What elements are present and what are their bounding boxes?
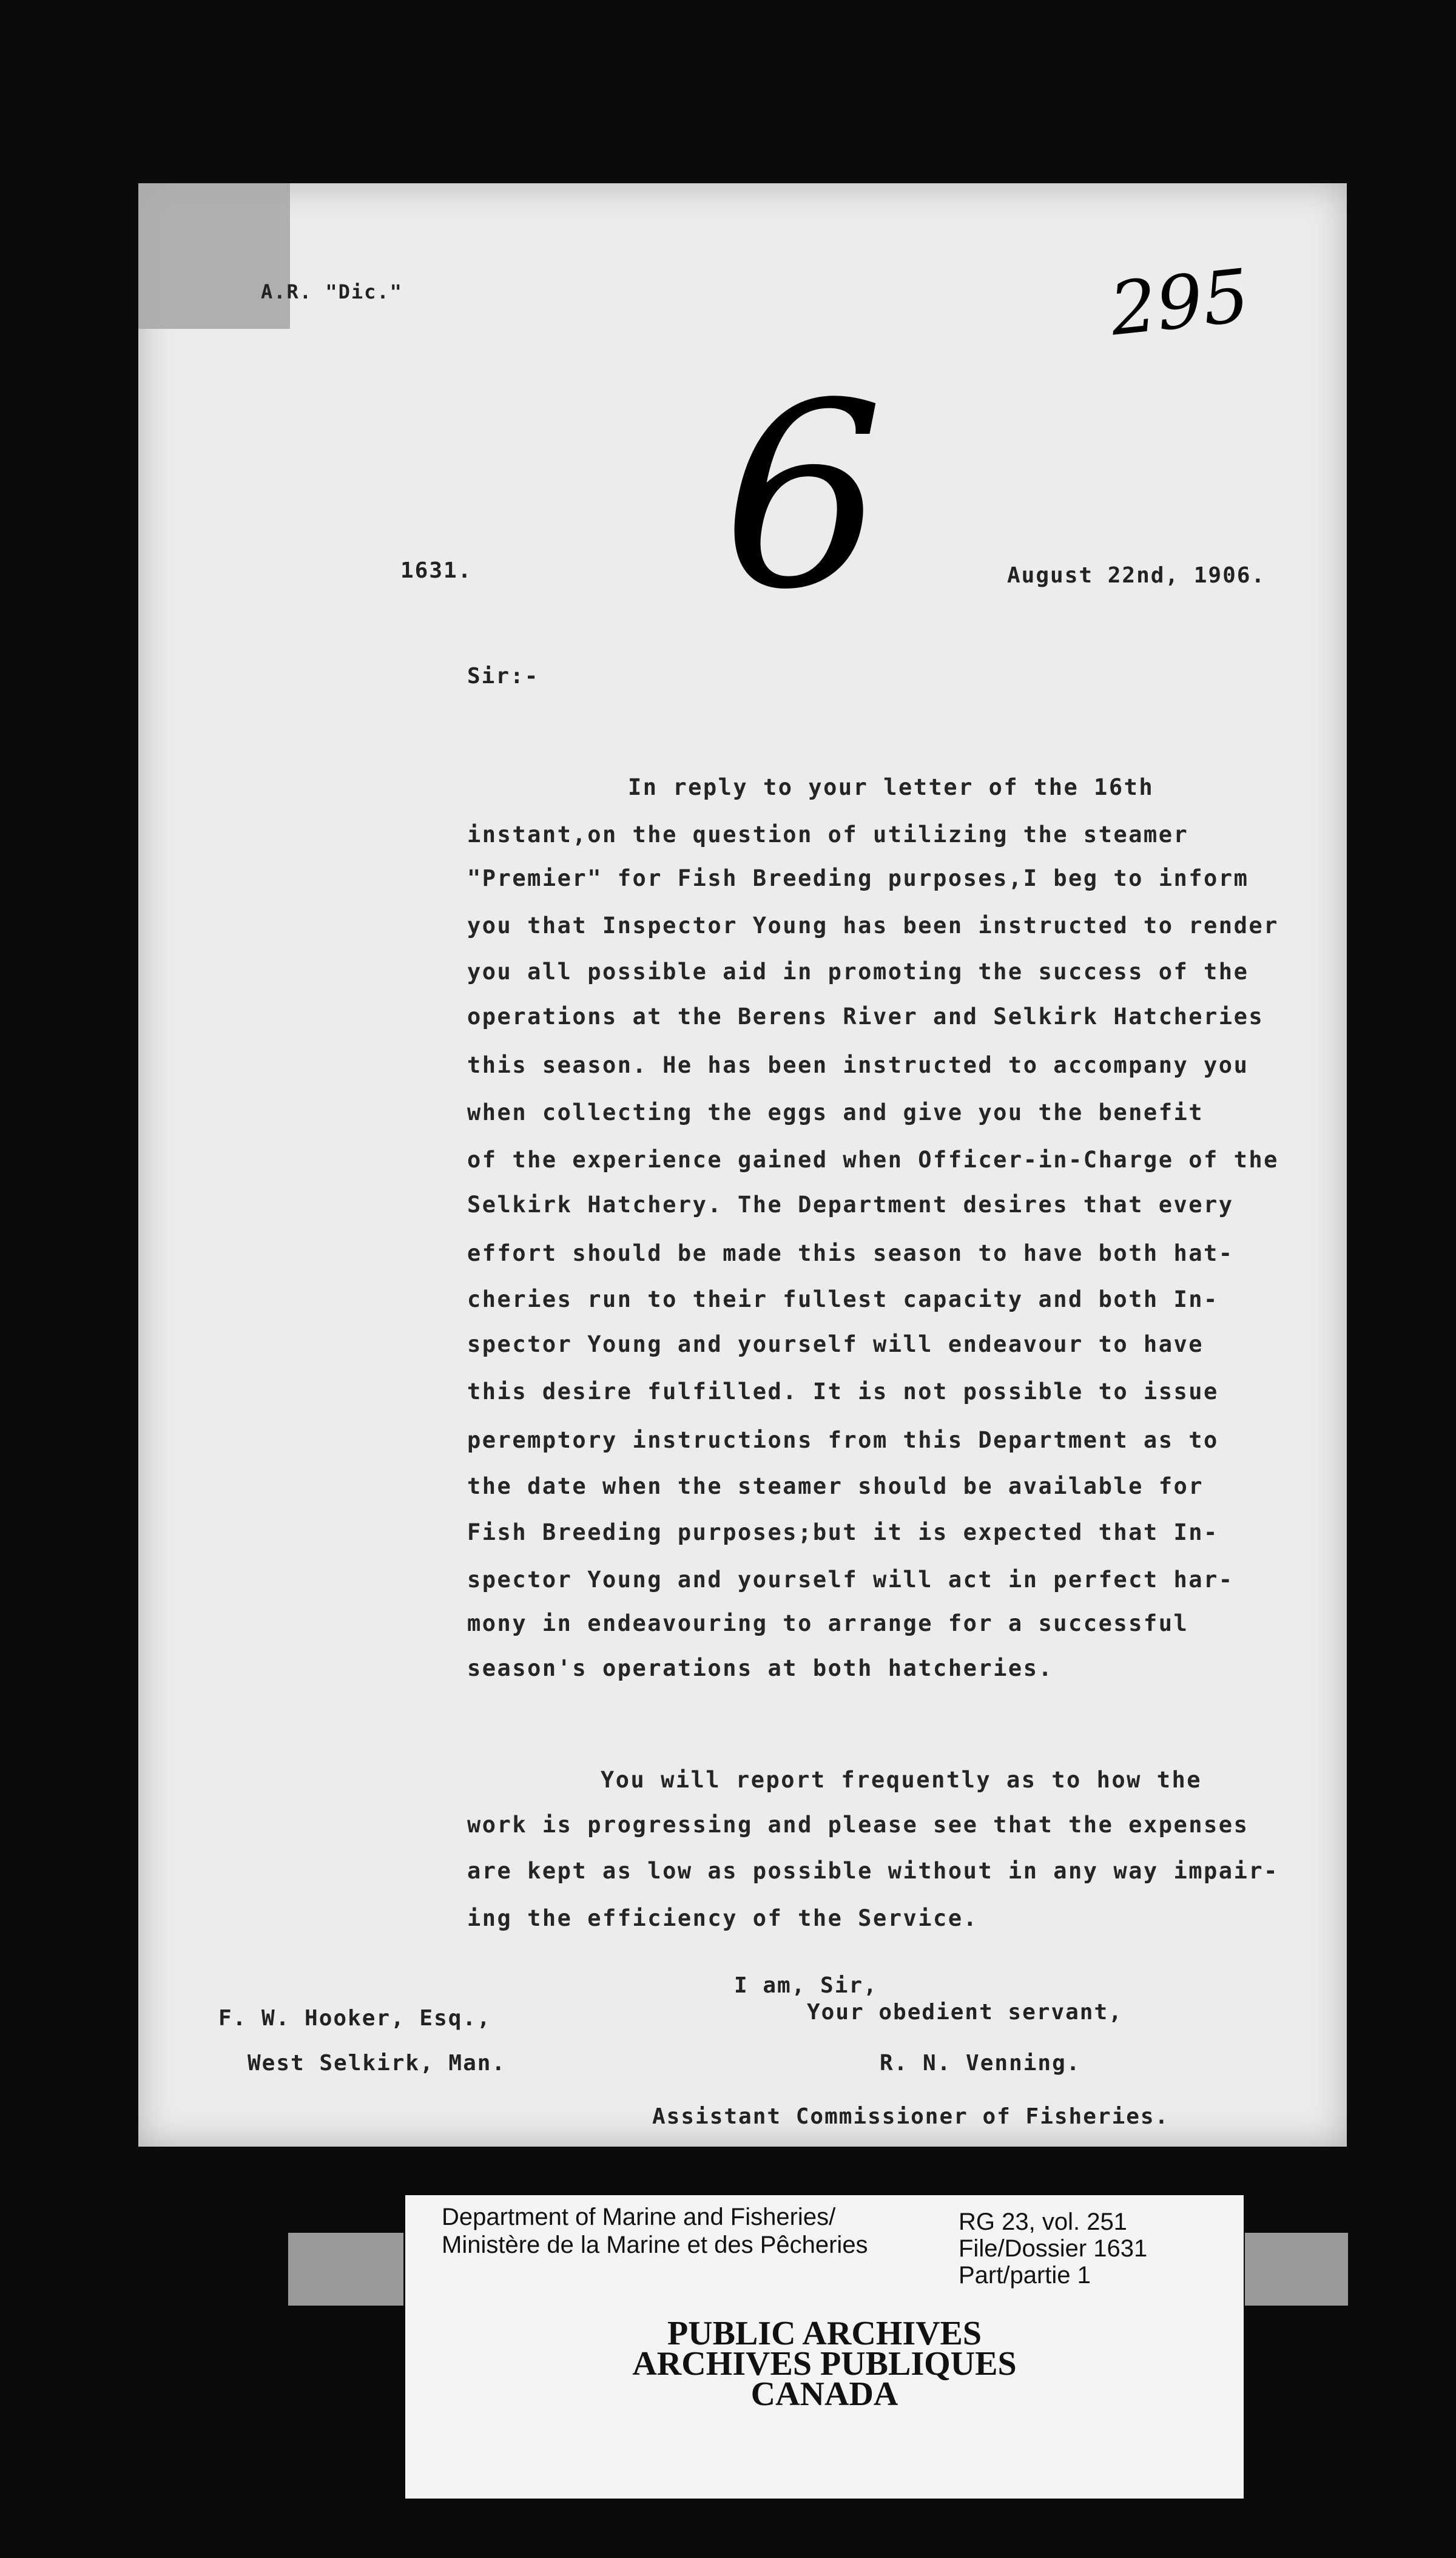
- letter-line: ing the efficiency of the Service.: [467, 1905, 979, 1931]
- letter-line: "Premier" for Fish Breeding purposes,I beg to inform: [467, 865, 1249, 891]
- letter-line: cheries run to their fullest capacity and both In-: [467, 1286, 1219, 1312]
- letter-line: of the experience gained when Officer-in-Charge of the: [467, 1147, 1279, 1173]
- closing-line: I am, Sir,: [734, 1973, 878, 1998]
- record-group: RG 23, vol. 251: [959, 2209, 1127, 2235]
- closing-servant: Your obedient servant,: [807, 2000, 1123, 2025]
- addressee-place: West Selkirk, Man.: [248, 2051, 507, 2076]
- handwritten-page-number: 295: [1106, 254, 1253, 353]
- letter-line: You will report frequently as to how the: [601, 1767, 1202, 1793]
- archive-label: [405, 2195, 1244, 2499]
- department-english: Department of Marine and Fisheries/: [442, 2204, 836, 2230]
- letter-line: when collecting the eggs and give you the benefit: [467, 1099, 1204, 1125]
- letter-line: are kept as low as possible without in any way impair-: [467, 1858, 1279, 1884]
- letter-line: you all possible aid in promoting the success of the: [467, 959, 1249, 985]
- handwritten-folio-number: 6: [722, 349, 885, 646]
- letter-line: mony in endeavouring to arrange for a successful: [467, 1610, 1189, 1636]
- department-french: Ministère de la Marine et des Pêcheries: [442, 2232, 868, 2258]
- letter-line: this season. He has been instructed to accompany you: [467, 1052, 1249, 1078]
- archives-line-2: ARCHIVES PUBLIQUES: [632, 2345, 1017, 2383]
- archives-line-1: PUBLIC ARCHIVES: [667, 2315, 982, 2352]
- letter-line: effort should be made this season to have both hat-: [467, 1240, 1234, 1266]
- letter-line: In reply to your letter of the 16th: [628, 774, 1154, 800]
- part-partie: Part/partie 1: [959, 2262, 1091, 2289]
- letter-line: season's operations at both hatcheries.: [467, 1655, 1054, 1681]
- file-number: 1631.: [400, 558, 473, 583]
- archives-line-3: CANADA: [750, 2375, 898, 2413]
- label-clip-right: [1245, 2233, 1348, 2306]
- label-clip-left: [288, 2233, 403, 2306]
- corner-stamp-mark: [138, 183, 290, 329]
- letter-line: spector Young and yourself will endeavour to have: [467, 1331, 1204, 1357]
- letter-line: instant,on the question of utilizing the steamer: [467, 822, 1189, 848]
- letter-line: peremptory instructions from this Department as to: [467, 1427, 1219, 1453]
- reference-header: A.R. "Dic.": [261, 280, 403, 303]
- addressee-name: F. W. Hooker, Esq.,: [218, 2006, 491, 2031]
- letter-date: August 22nd, 1906.: [1007, 563, 1266, 588]
- letter-line: operations at the Berens River and Selkirk Hatcheries: [467, 1004, 1264, 1030]
- letter-line: work is progressing and please see that the expenses: [467, 1812, 1249, 1838]
- letter-line: you that Inspector Young has been instructed to render: [467, 913, 1279, 939]
- letter-line: this desire fulfilled. It is not possible to issue: [467, 1379, 1219, 1405]
- salutation: Sir:-: [467, 664, 539, 689]
- letter-line: Selkirk Hatchery. The Department desires that every: [467, 1192, 1234, 1218]
- letter-line: the date when the steamer should be available for: [467, 1473, 1204, 1499]
- letter-line: Fish Breeding purposes;but it is expected that In-: [467, 1519, 1219, 1545]
- letter-line: spector Young and yourself will act in perfect har-: [467, 1567, 1234, 1593]
- signatory-title: Assistant Commissioner of Fisheries.: [652, 2104, 1170, 2129]
- signatory-name: R. N. Venning.: [880, 2051, 1081, 2076]
- file-dossier: File/Dossier 1631: [959, 2235, 1148, 2262]
